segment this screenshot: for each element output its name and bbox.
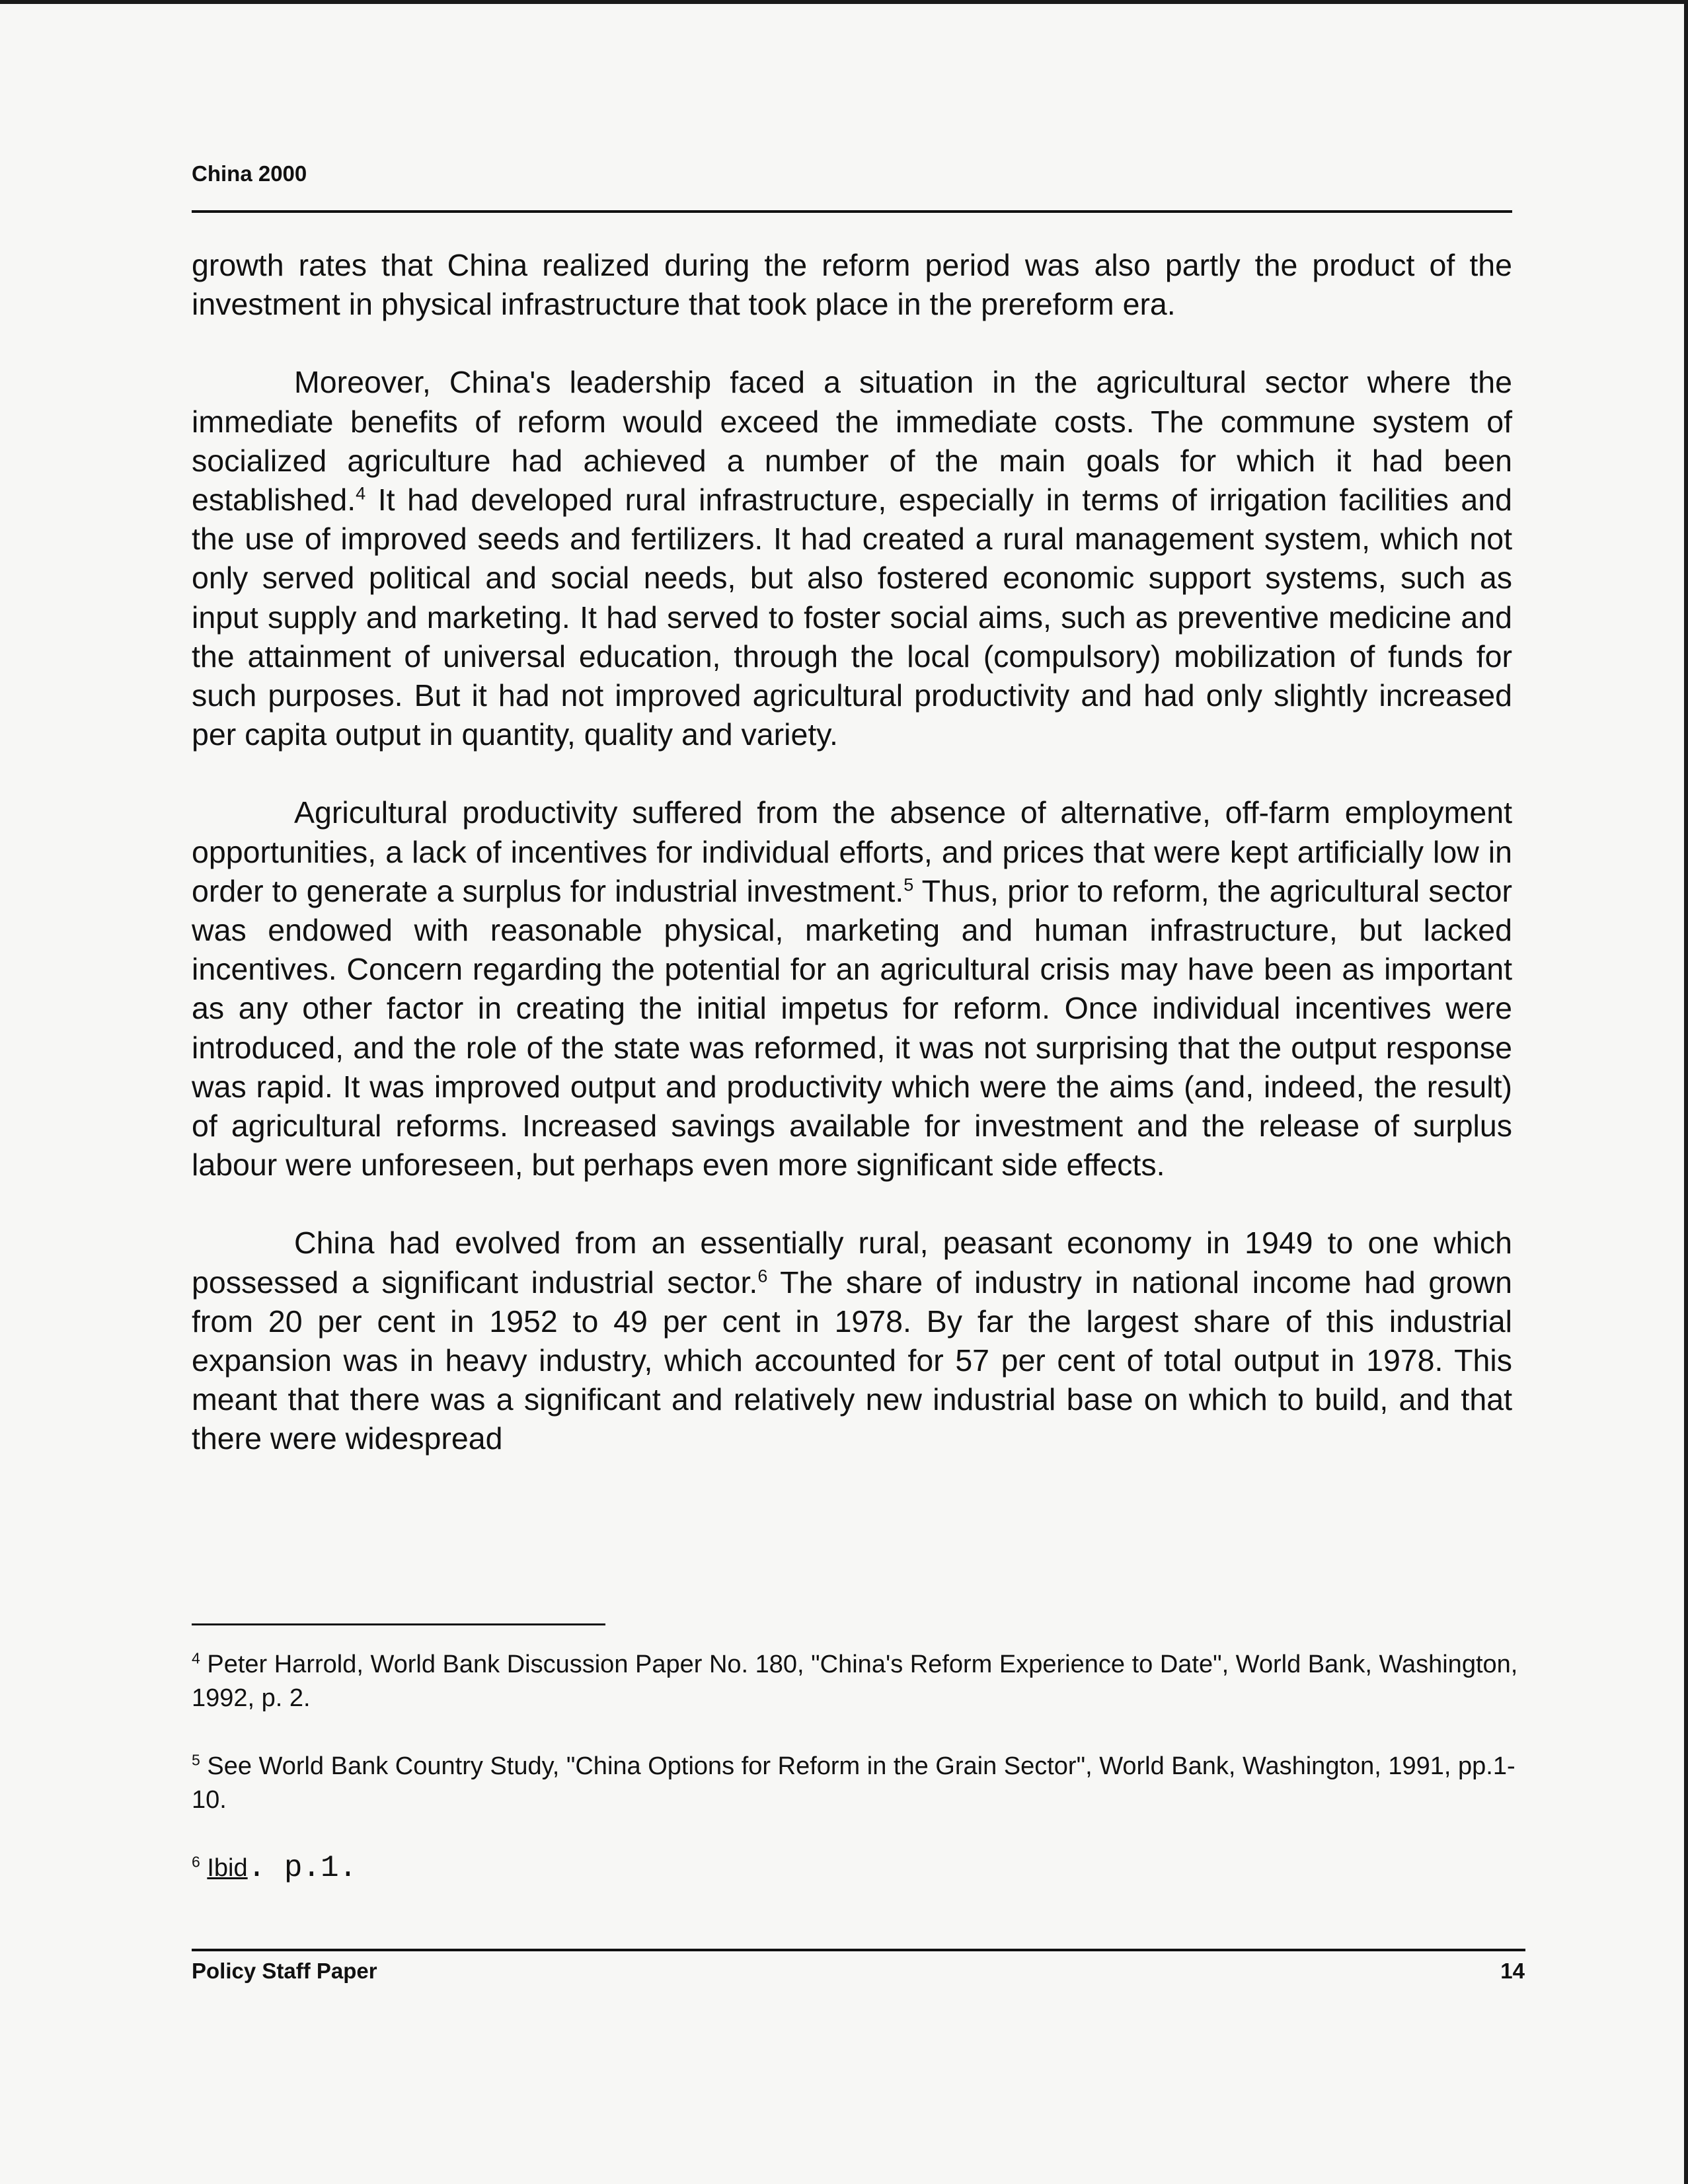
paragraph-2-text-a: Moreover, China's leadership faced a situation in the agricultural sector where the immediate benefits of reform would exceed the immediate costs. The commune system of socialized agriculture had achieved a number of the main goals for which it had been established. [192,365,1512,518]
footnote-text: Peter Harrold, World Bank Discussion Paper No. 180, "China's Reform Experience to Date", World Bank, Washington, 1992, p. 2. [192,1651,1518,1712]
paragraph-4-text-b: The share of industry in national income had grown from 20 per cent in 1952 to 49 per cent in 1978. By far the largest share of this industrial expansion was in heavy industry, which accounted for 57 per cent of total output in 1978. This meant that there was a significant and relatively new industrial base on which to build, and that there were widespread [192,1265,1512,1456]
header-rule [192,210,1512,213]
paragraph-4-text-a: China had evolved from an essentially rural, peasant economy in 1949 to one which possessed a significant industrial sector. [192,1226,1512,1300]
paragraph-3-text-a: Agricultural productivity suffered from the absence of alternative, off-farm employment opportunities, a lack of incentives for individual efforts, and prices that were kept artificially low in order to generate a surplus for industrial investment. [192,795,1512,908]
footnote-ref-5: 5 [903,875,914,895]
paragraph-3 [192,793,1512,1185]
footnote-text: See World Bank Country Study, "China Options for Reform in the Grain Sector", World Bank, Washington, 1991, pp.1-10. [192,1752,1515,1814]
footnote-rule [192,1623,605,1625]
scan-top-edge [0,0,1688,4]
body-text [192,246,1512,1498]
footnote-page: . p.1. [247,1851,358,1885]
footnote-ref-6: 6 [757,1266,768,1286]
footnote-mark: 5 [192,1751,200,1769]
paragraph-2 [192,363,1512,754]
footnote-mark: 6 [192,1853,200,1871]
footnotes [192,1648,1525,1920]
scan-right-edge [1684,0,1688,2184]
paragraph-2-text-b: It had developed rural infrastructure, especially in terms of irrigation facilities and the use of improved seeds and fertilizers. It had created a rural management system, which not only served political and social needs, but also fostered economic support systems, such as input supply and marketing. It had served to foster social aims, such as preventive medicine and the attainment of universal education, through the local (compulsory) mobilization of funds for such purposes. But it had not improved agricultural productivity and had only slightly increased per capita output in quantity, quality and variety. [192,483,1512,752]
footnote-4 [192,1648,1525,1715]
footer-rule [192,1949,1525,1951]
publication-name: Policy Staff Paper [192,1959,377,1983]
paragraph-4 [192,1224,1512,1458]
running-title: China 2000 [192,161,307,186]
footnote-6 [192,1852,1525,1885]
paragraph-3-text-b: Thus, prior to reform, the agricultural sector was endowed with reasonable physical, marketing and human infrastructure, but lacked incentives. Concern regarding the potential for an agricultural crisis may have been as important as any other factor in creating the initial impetus for reform. Once individual incentives were introduced, and the role of the state was reformed, it was not surprising that the output response was rapid. It was improved output and productivity which were the aims (and, indeed, the result) of agricultural reforms. Increased savings available for investment and the release of surplus labour were unforeseen, but perhaps even more significant side effects. [192,873,1512,1183]
footnote-ref-4: 4 [356,483,366,504]
footnote-mark: 4 [192,1649,200,1667]
page-number: 14 [1500,1959,1525,1983]
footnote-ibid: Ibid [207,1854,248,1882]
footnote-5 [192,1750,1525,1817]
paragraph-1: growth rates that China realized during the reform period was also partly the product of the investment in physical infrastructure that took place in the prereform era. [192,248,1512,322]
